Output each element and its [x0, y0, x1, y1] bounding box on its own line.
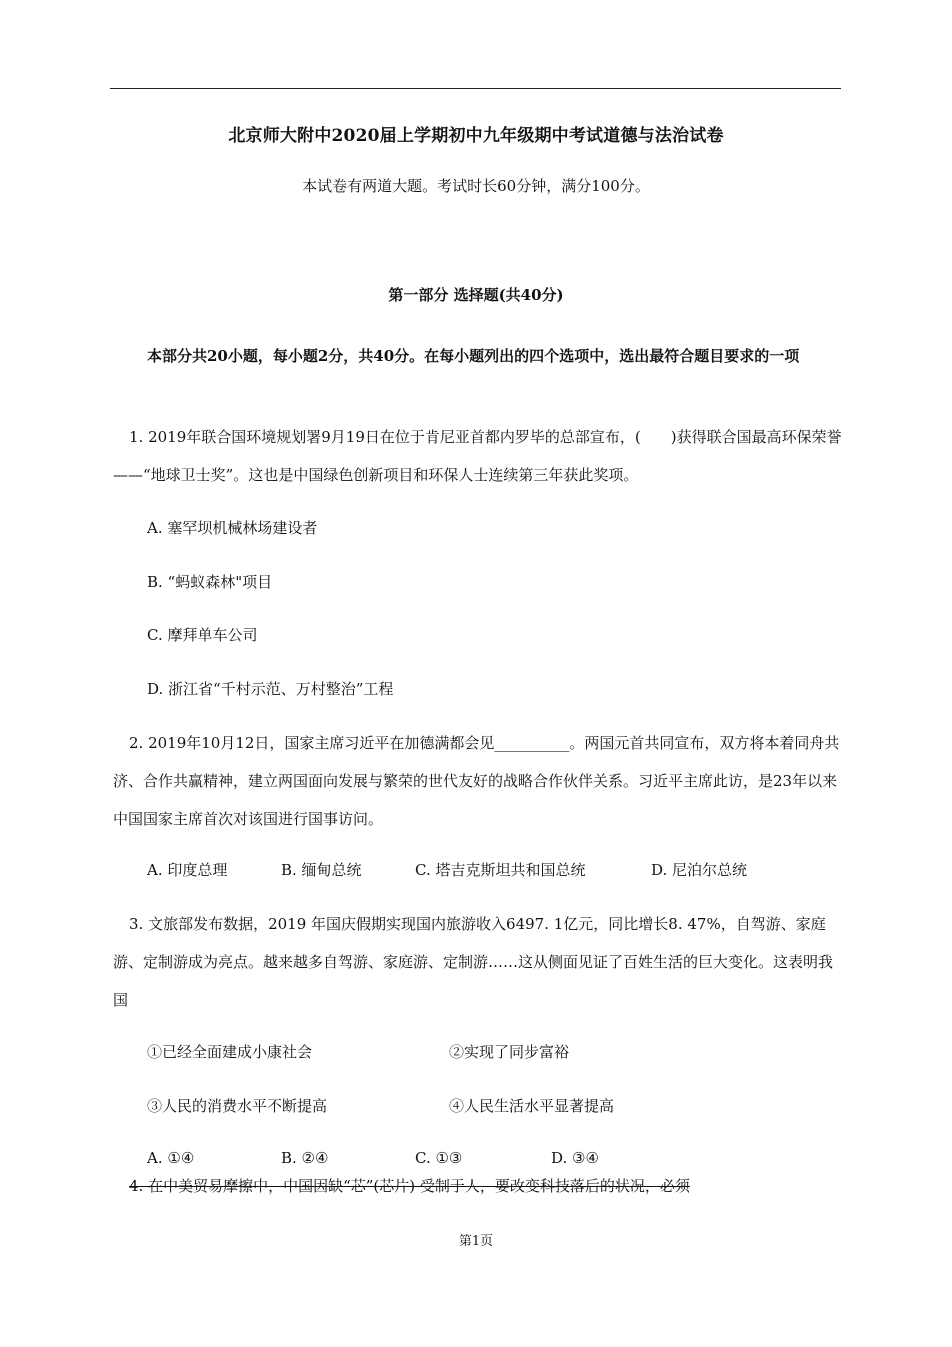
question-2-stem: 2. 2019年10月12日，国家主席习近平在加德满都会见__________。两国元首共同宣布，双方将本着同舟共济、合作共赢精神，建立两国面向发展与繁荣的世代友好的战略合作伙伴关系。习近平主席此访，是23年以来中国国家主席首次对该国进行国事访问。	[113, 734, 840, 828]
question-1-stem: 1. 2019年联合国环境规划署9月19日在位于肯尼亚首都内罗毕的总部宣布，( )获得联合国最高环保荣誉——“地球卫士奖”。这也是中国绿色创新项目和环保人士连续第三年获此奖项。	[113, 428, 842, 484]
question-4-stem: 4. 在中美贸易摩擦中，中国因缺“芯”(芯片) 受制于人，要改变科技落后的状况，必须	[129, 1177, 690, 1195]
question-2-option-b: B. 缅甸总统	[281, 861, 362, 879]
exam-subtitle: 本试卷有两道大题。考试时长60分钟，满分100分。	[302, 177, 650, 195]
part1-heading: 第一部分 选择题(共40分)	[388, 286, 564, 304]
question-3-option-d: D. ③④	[551, 1149, 599, 1167]
question-3-option-a: A. ①④	[147, 1149, 195, 1167]
exam-title: 北京师大附中2020届上学期初中九年级期中考试道德与法治试卷	[228, 126, 724, 146]
question-2-option-a: A. 印度总理	[147, 861, 228, 879]
part1-instructions: 本部分共20小题，每小题2分，共40分。在每小题列出的四个选项中，选出最符合题目要求的一项	[147, 347, 800, 365]
question-3-stem: 3. 文旅部发布数据，2019 年国庆假期实现国内旅游收入6497. 1亿元，同比增长8. 47%，自驾游、家庭游、定制游成为亮点。越来越多自驾游、家庭游、定制游……这从侧面见证了百姓生活的巨大变化。这表明我国	[113, 915, 834, 1009]
question-3-statement-3: ③人民的消费水平不断提高	[147, 1097, 328, 1115]
question-3-statement-2: ②实现了同步富裕	[449, 1043, 570, 1061]
question-2-option-d: D. 尼泊尔总统	[651, 861, 748, 879]
question-1-option-a: A. 塞罕坝机械林场建设者	[147, 519, 318, 537]
question-2-option-c: C. 塔吉克斯坦共和国总统	[415, 861, 586, 879]
question-3-statement-1: ①已经全面建成小康社会	[147, 1043, 313, 1061]
question-1-option-c: C. 摩拜单车公司	[147, 626, 258, 644]
page-number: 第1页	[458, 1234, 494, 1249]
question-3-option-b: B. ②④	[281, 1149, 329, 1167]
question-3-option-c: C. ①③	[415, 1149, 463, 1167]
question-3-statement-4: ④人民生活水平显著提高	[449, 1097, 615, 1115]
question-1-option-b: B. “蚂蚁森林"项目	[147, 573, 273, 591]
question-1-option-d: D. 浙江省“千村示范、万村整治”工程	[147, 680, 394, 698]
top-rule	[110, 88, 841, 89]
